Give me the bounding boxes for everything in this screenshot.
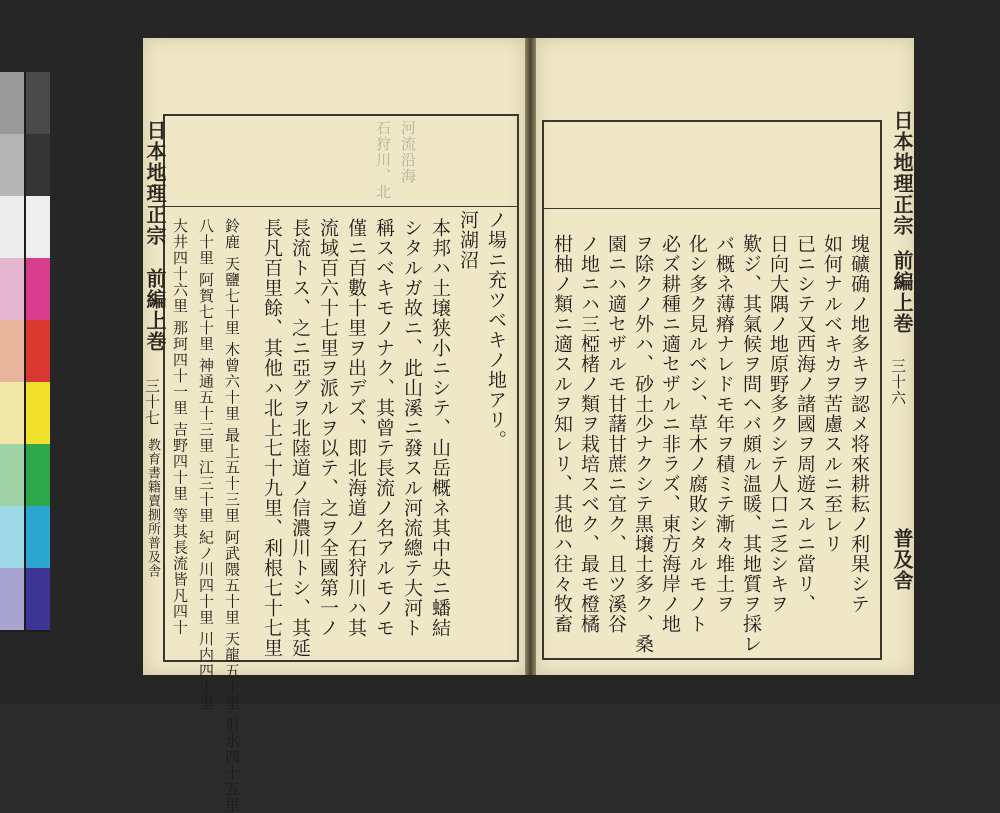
text-column: 僅ニ百數十里ヲ出デズ、即北海道ノ石狩川ハ其	[345, 218, 367, 638]
color-swatch	[26, 72, 50, 134]
color-calibration-chart	[0, 72, 50, 632]
color-swatch	[26, 134, 50, 196]
right-margin-title: 日本地理正宗	[890, 110, 914, 236]
color-swatch	[26, 196, 50, 258]
color-swatch	[0, 196, 24, 258]
text-column: 日向大隅ノ地原野多クシテ人口ニ乏シキヲ	[767, 234, 789, 614]
text-column: ノ地ニハ三椏楮ノ類ヲ栽培スベク、最モ橙橘	[578, 234, 600, 634]
left-margin-page: 三十七	[143, 378, 161, 426]
text-column: シタルガ故ニ、此山溪ニ發スル河流總テ大河ト	[401, 218, 423, 638]
faint-note-2: 石狩川、北	[374, 120, 392, 200]
right-page	[536, 38, 914, 675]
color-swatch	[26, 258, 50, 320]
right-margin-page: 三十六	[889, 358, 907, 406]
right-header-line	[542, 208, 880, 209]
text-column: 必ズ耕種ニ適セザルニ非ラズ、東方海岸ノ地	[659, 234, 681, 634]
text-column: 歎ジ、其氣候ヲ問ヘバ頗ル温暖、其地質ヲ採レ	[740, 234, 762, 654]
text-column: バ概ネ薄瘠ナレドモ年ヲ積ミテ漸々堆土ヲ	[713, 234, 735, 614]
color-swatch	[0, 134, 24, 196]
faint-note-1: 河流沿海	[399, 120, 417, 184]
text-column: 已ニシテ又西海ノ諸國ヲ周遊スルニ當リ、	[794, 234, 816, 614]
color-swatch	[0, 382, 24, 444]
text-column: 河湖沼	[457, 210, 479, 270]
left-margin-subtitle: 前編上巻	[143, 268, 167, 352]
color-swatch	[26, 506, 50, 568]
text-column: 柑柚ノ類ニ適スルヲ知レリ、其他ハ往々牧畜	[551, 234, 573, 634]
river-list-col-3: 大井四十六里 那珂四十一里 吉野四十里 等其長流皆凡四十	[171, 218, 189, 636]
right-margin-subtitle: 前編上巻	[890, 250, 914, 334]
left-margin-title: 日本地理正宗	[143, 120, 167, 246]
text-column: 園ニハ適セザルモ甘藷甘蔗ニ宜ク、且ツ溪谷	[605, 234, 627, 634]
text-column: 化シ多ク見ルベシ、草木ノ腐敗シタルモノト	[686, 234, 708, 634]
color-swatch	[0, 568, 24, 630]
left-page-frame	[163, 114, 519, 813]
text-column: ノ場ニ充ツベキノ地アリ。	[485, 210, 507, 450]
text-column: 塊礦确ノ地多キヲ認メ将來耕耘ノ利果シテ	[848, 234, 870, 614]
color-swatch	[0, 320, 24, 382]
left-margin-publisher: 教育書籍賣捌所普及舎	[145, 438, 160, 578]
text-column: ヲ除クノ外ハ、砂土少ナクシテ黒壌土多ク、桑	[632, 234, 654, 654]
color-swatch	[26, 382, 50, 444]
color-swatch	[0, 444, 24, 506]
river-list-col-2: 八十里 阿賀七十里 神通五十三里 江三十里 紀ノ川四十里 川内四十里	[197, 218, 215, 711]
color-swatch	[0, 506, 24, 568]
text-column: 長流トス、之ニ亞グヲ北陸道ノ信濃川トシ、其延	[289, 218, 311, 658]
color-swatch	[0, 258, 24, 320]
color-swatch	[26, 444, 50, 506]
text-column: 稱スベキモノナク、其曾テ長流ノ名アルモノモ	[373, 218, 395, 638]
color-swatch	[26, 568, 50, 630]
left-page	[143, 38, 525, 813]
text-column: 長凡百里餘、其他ハ北上七十九里、利根七十七里	[261, 218, 283, 658]
book-gutter	[525, 38, 536, 675]
right-margin-publisher: 普及舎	[890, 528, 914, 591]
text-column: 本邦ハ土壌狭小ニシテ、山岳概ネ其中央ニ蟠結	[429, 218, 451, 638]
color-swatch	[26, 320, 50, 382]
text-column: 流域百六十七里ヲ派ルヲ以テ、之ヲ全國第一ノ	[317, 218, 339, 638]
color-swatch	[0, 72, 24, 134]
text-column: 如何ナルベキカヲ苦慮スルニ至レリ	[821, 234, 843, 554]
river-list-col-1: 鈴鹿 天鹽七十里 木曾六十里 最上五十三里 阿武隈五十里 天龍五十里 射水四十五里	[223, 218, 241, 813]
left-header-line	[163, 206, 517, 207]
